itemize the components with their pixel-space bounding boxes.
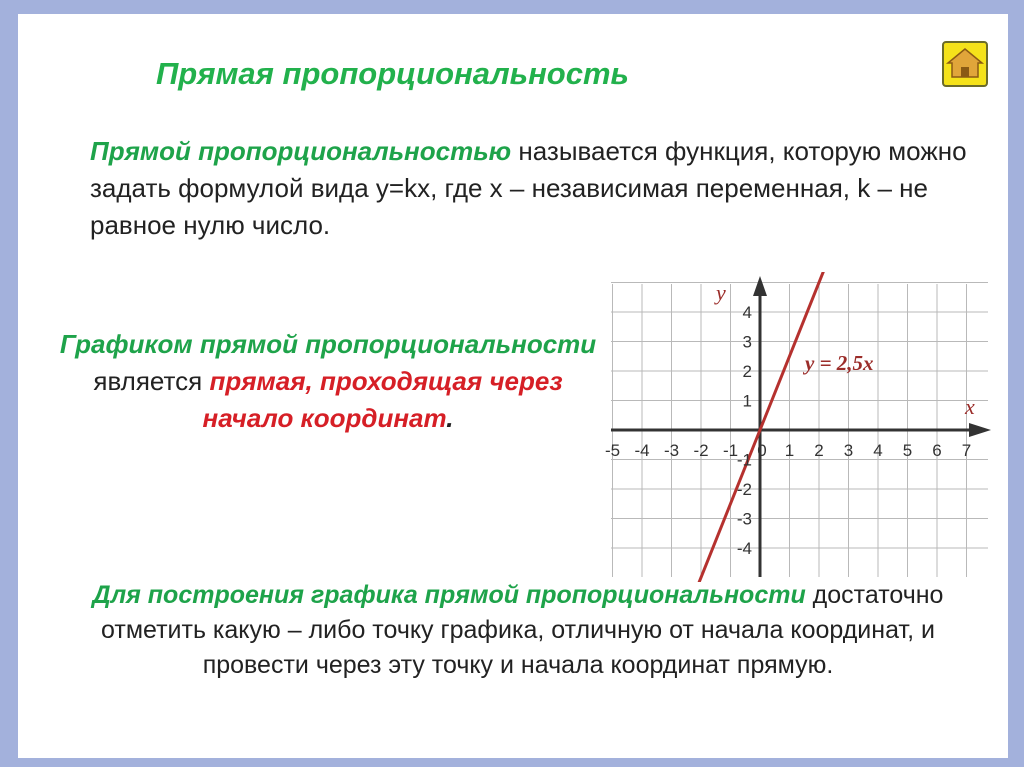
slide bbox=[18, 14, 1008, 758]
y-tick-label: -4 bbox=[736, 539, 752, 558]
y-tick-label: -2 bbox=[736, 480, 752, 499]
definition-paragraph bbox=[90, 133, 970, 244]
construction-note-term: Для построения графика прямой пропорциональности bbox=[92, 581, 806, 609]
x-tick-label: 7 bbox=[961, 441, 972, 460]
y-tick-label: -1 bbox=[736, 450, 752, 470]
function-label: y = 2,5x bbox=[805, 351, 874, 375]
y-tick-label: -3 bbox=[736, 509, 752, 529]
graph-statement-middle: является bbox=[93, 366, 210, 396]
graph-statement-term: Графиком прямой пропорциональности bbox=[59, 329, 597, 359]
x-tick-label: 5 bbox=[902, 441, 913, 460]
x-tick-label: -1 bbox=[722, 441, 739, 460]
x-tick-label: 4 bbox=[873, 441, 883, 460]
x-tick-label: -4 bbox=[634, 441, 650, 460]
coordinate-graph bbox=[593, 272, 993, 582]
home-icon bbox=[943, 42, 987, 86]
construction-note-text: достаточно отметить какую – либо точку графика, отличную от начала координат, и провести через эту точку и начала координат прямую. bbox=[101, 581, 944, 679]
y-tick-label: 2 bbox=[742, 362, 752, 381]
x-axis-label: x bbox=[965, 394, 975, 419]
definition-term: Прямой пропорциональностью bbox=[90, 136, 512, 166]
x-tick-label: 2 bbox=[814, 441, 824, 460]
x-axis-arrow bbox=[969, 423, 991, 437]
y-axis-arrow bbox=[753, 276, 767, 296]
x-tick-label: 3 bbox=[843, 441, 854, 460]
definition-text: называется функция, которую можно задать формулой вида y=kx, где x – независимая переменная, k – не равное нулю число. bbox=[90, 136, 967, 240]
x-tick-label: -2 bbox=[693, 441, 709, 460]
y-tick-label: 3 bbox=[742, 332, 752, 352]
x-tick-label: 0 bbox=[757, 441, 767, 460]
construction-note bbox=[58, 578, 978, 683]
graph-statement-end: . bbox=[446, 403, 454, 433]
graph-statement bbox=[48, 326, 608, 437]
y-axis-label: y bbox=[716, 280, 726, 305]
slide-title: Прямая пропорциональность bbox=[156, 56, 629, 91]
y-tick-label: 1 bbox=[742, 391, 752, 411]
y-tick-label: 4 bbox=[742, 303, 752, 322]
home-button[interactable] bbox=[942, 41, 988, 87]
x-tick-label: -3 bbox=[663, 441, 680, 460]
x-tick-label: 1 bbox=[784, 441, 795, 460]
x-tick-label: 6 bbox=[932, 441, 942, 460]
graph-statement-highlight: прямая, проходящая через начало координат bbox=[202, 366, 563, 433]
x-tick-label: -5 bbox=[604, 441, 621, 460]
